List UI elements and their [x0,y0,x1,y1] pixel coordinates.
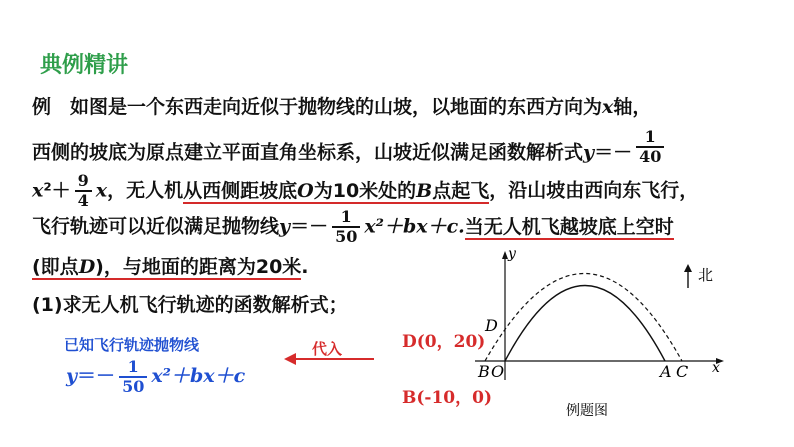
line2-text: 西侧的坡底为原点建立平面直角坐标系，山坡近似满足函数解析式 [32,141,584,164]
point-B-label: B(-10，0) [402,388,492,408]
underline-point-d: (即点D)，与地面的距离为20米 [32,256,302,278]
problem-line-5: (即点D)，与地面的距离为20米. [32,256,309,278]
problem-line-2 [32,127,668,172]
annotation-equation: y＝－ $\frac{1}{50}$ x²＋bx＋c [66,357,246,396]
problem-line-1 [32,92,651,119]
line1-text: 例 如图是一个东西走向近似于抛物线的山坡，以地面的东西方向为 [32,96,603,118]
example-figure [470,248,730,388]
var-x: x [602,96,614,118]
annotation-known: 已知飞行轨迹抛物线 [64,336,200,354]
underline-flyover: 当无人机飞越坡底上空时 [464,215,674,238]
problem-line-3: x²＋ $\frac{9}{4}$ x，无人机从西侧距坡底O为10米处的B点起飞，沿山坡由西向东飞行， [32,171,699,210]
underline-takeoff: 从西侧距坡底O为10米处的B点起飞 [183,179,490,202]
north-label: 北 [698,266,714,284]
flight-parabola [485,274,682,362]
var-x2: x [32,179,44,202]
point-D-label: D(0，20) [402,332,486,352]
figure-label-A: A [660,362,672,381]
line1-tail: 轴， [613,96,652,118]
annotation-fraction: $\frac{1}{50}$ [119,358,147,396]
hill-parabola [505,286,665,362]
problem-line-4: 飞行轨迹可以近似满足抛物线y＝－ $\frac{1}{50}$ x²＋bx＋c.当无人机飞越坡底上空时 [32,207,674,246]
figure-label-D: D [485,316,498,335]
figure-label-B: B [478,362,490,381]
fraction-9-4: $\frac{9}{4}$ [75,172,92,210]
fraction-1-50: $\frac{1}{50}$ [332,208,360,246]
figure-label-C: C [676,362,689,381]
line2-eq: ＝－ [594,141,633,164]
fraction-1-40: $\frac{1}{40}$ [636,128,664,166]
arrow-label: 代入 [312,340,343,358]
y-axis-label: y [508,246,516,262]
x-axis-label: x [712,360,720,376]
substitute-arrow [284,352,376,366]
figure-label-O: O [491,362,505,381]
question-1: (1)求无人机飞行轨迹的函数解析式； [32,294,348,316]
section-heading: 典例精讲 [40,53,129,78]
var-y: y [583,141,595,164]
figure-caption: 例题图 [566,403,608,419]
